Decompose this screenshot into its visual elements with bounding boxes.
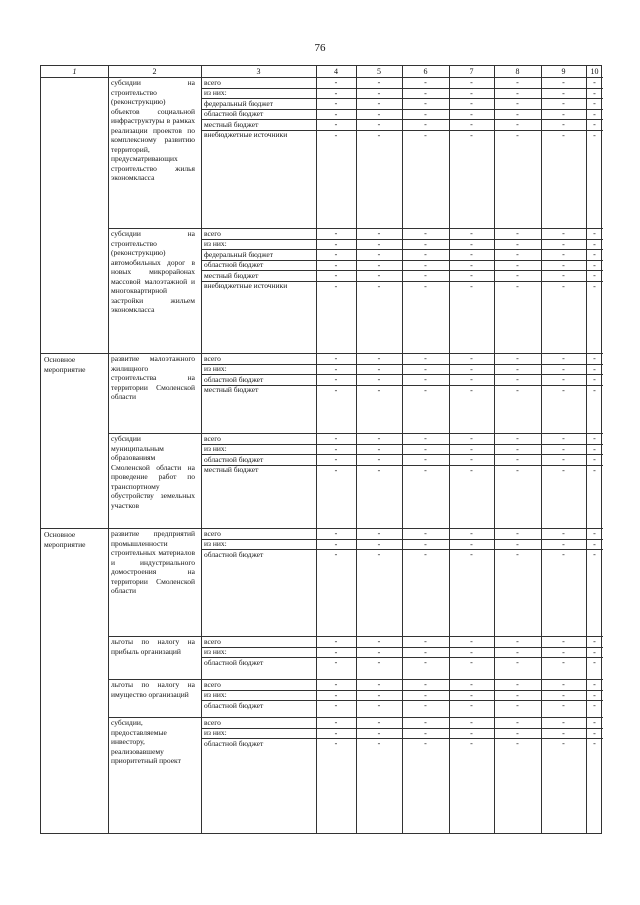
value-cell: - [424, 354, 427, 363]
value-cell: - [593, 354, 596, 363]
value-cell: - [334, 455, 338, 464]
value-cell: - [516, 281, 519, 291]
value-cell: - [424, 385, 427, 395]
value-cell: - [562, 680, 565, 689]
value-cell: - [334, 120, 338, 129]
funding-source-label: областной бюджет [204, 657, 264, 667]
value-cell: - [470, 78, 473, 87]
value-cell: - [424, 78, 427, 87]
value-cell: - [334, 250, 338, 259]
value-cell: - [470, 120, 473, 129]
value-cell: - [593, 434, 596, 443]
value-cell: - [516, 728, 519, 738]
value-cell: - [562, 739, 565, 748]
value-cell: - [562, 690, 565, 700]
value-cell: - [562, 88, 565, 98]
value-cell: - [516, 455, 519, 464]
funding-source-label: из них: [204, 647, 227, 656]
value-cell: - [516, 250, 519, 259]
value-cell: - [516, 229, 519, 238]
value-cell: - [334, 465, 338, 475]
measure-description: субсидии на строительство (реконструкцию) автомобильных дорог в новых микрорайонах массовой малоэтажной и многоквартирной застройки жильем экономкласса [111, 229, 195, 314]
measure-description: субсидии, предоставляемые инвестору, реализовавшему приоритетный проект [111, 718, 181, 765]
value-cell: - [424, 375, 427, 384]
value-cell: - [562, 434, 565, 443]
value-cell: - [562, 728, 565, 738]
value-cell: - [516, 739, 519, 748]
value-cell: - [470, 680, 473, 689]
value-cell: - [424, 455, 427, 464]
value-cell: - [593, 550, 596, 559]
value-cell: - [377, 690, 381, 700]
value-cell: - [334, 718, 338, 727]
value-cell: - [593, 465, 596, 475]
funding-source-label: областной бюджет [204, 738, 264, 748]
value-cell: - [470, 455, 473, 464]
value-cell: - [562, 529, 565, 538]
value-cell: - [516, 99, 519, 108]
value-cell: - [377, 229, 381, 238]
funding-source-label: всего [204, 353, 221, 363]
value-cell: - [562, 444, 565, 454]
value-cell: - [424, 434, 427, 443]
value-cell: - [562, 109, 565, 119]
value-cell: - [593, 647, 596, 657]
value-cell: - [593, 271, 596, 280]
value-cell: - [470, 701, 473, 710]
value-cell: - [516, 78, 519, 87]
value-cell: - [593, 539, 596, 549]
value-cell: - [424, 701, 427, 710]
block-divider [41, 528, 108, 529]
funding-source-label: из них: [204, 690, 227, 699]
value-cell: - [334, 239, 338, 249]
value-cell: - [593, 444, 596, 454]
value-cell: - [334, 701, 338, 710]
value-cell: - [424, 539, 427, 549]
value-cell: - [334, 271, 338, 280]
value-cell: - [516, 130, 519, 140]
value-cell: - [334, 690, 338, 700]
value-cell: - [424, 550, 427, 559]
value-cell: - [593, 385, 596, 395]
value-cell: - [562, 250, 565, 259]
value-cell: - [424, 271, 427, 280]
value-cell: - [424, 739, 427, 748]
value-cell: - [562, 465, 565, 475]
value-cell: - [377, 78, 381, 87]
value-cell: - [424, 120, 427, 129]
measure-description: льготы по налогу на прибыль организаций [111, 637, 195, 656]
value-cell: - [470, 109, 473, 119]
header-cell-6: 6 [423, 67, 428, 76]
value-cell: - [334, 99, 338, 108]
value-cell: - [377, 739, 381, 748]
block-name: Основное мероприятие [44, 355, 86, 374]
funding-source-label: всего [204, 717, 221, 727]
value-cell: - [377, 354, 381, 363]
funding-source-label: внебюджетные источники [204, 281, 288, 290]
value-cell: - [562, 385, 565, 395]
value-cell: - [424, 250, 427, 259]
value-cell: - [424, 444, 427, 454]
value-cell: - [470, 728, 473, 738]
value-cell: - [424, 109, 427, 119]
header-cell-7: 7 [469, 67, 474, 76]
value-cell: - [470, 444, 473, 454]
value-cell: - [516, 690, 519, 700]
value-cell: - [593, 680, 596, 689]
value-cell: - [593, 260, 596, 270]
value-cell: - [377, 728, 381, 738]
value-cell: - [593, 658, 596, 667]
funding-source-label: областной бюджет [204, 374, 264, 384]
value-cell: - [470, 539, 473, 549]
value-cell: - [593, 130, 596, 140]
value-cell: - [562, 99, 565, 108]
value-cell: - [470, 434, 473, 443]
value-cell: - [377, 701, 381, 710]
value-cell: - [516, 680, 519, 689]
value-cell: - [516, 109, 519, 119]
value-cell: - [334, 375, 338, 384]
value-cell: - [516, 637, 519, 646]
value-cell: - [334, 647, 338, 657]
value-cell: - [516, 260, 519, 270]
funding-source-label: местный бюджет [204, 270, 259, 280]
value-cell: - [562, 271, 565, 280]
value-cell: - [593, 728, 596, 738]
value-cell: - [334, 260, 338, 270]
funding-source-label: областной бюджет [204, 700, 264, 710]
value-cell: - [377, 444, 381, 454]
value-cell: - [562, 130, 565, 140]
value-cell: - [470, 88, 473, 98]
funding-source-label: областной бюджет [204, 549, 264, 559]
value-cell: - [593, 637, 596, 646]
funding-source-label: из них: [204, 88, 227, 97]
funding-source-label: из них: [204, 539, 227, 548]
value-cell: - [516, 239, 519, 249]
value-cell: - [334, 281, 338, 291]
header-cell-5: 5 [377, 67, 381, 76]
value-cell: - [516, 271, 519, 280]
value-cell: - [470, 739, 473, 748]
funding-source-label: федеральный бюджет [204, 98, 274, 108]
value-cell: - [334, 88, 338, 98]
value-cell: - [470, 465, 473, 475]
block-name: Основное мероприятие [44, 530, 86, 549]
value-cell: - [593, 88, 596, 98]
funding-source-label: из них: [204, 444, 227, 453]
value-cell: - [377, 647, 381, 657]
value-cell: - [424, 465, 427, 475]
value-cell: - [334, 385, 338, 395]
value-cell: - [424, 647, 427, 657]
value-cell: - [377, 539, 381, 549]
value-cell: - [593, 250, 596, 259]
value-cell: - [470, 718, 473, 727]
value-cell: - [334, 364, 338, 374]
value-cell: - [470, 550, 473, 559]
funding-source-label: всего [204, 679, 221, 689]
value-cell: - [562, 364, 565, 374]
funding-source-label: внебюджетные источники [204, 130, 288, 139]
value-cell: - [516, 658, 519, 667]
value-cell: - [334, 434, 338, 443]
funding-source-label: всего [204, 528, 221, 538]
value-cell: - [334, 109, 338, 119]
value-cell: - [562, 539, 565, 549]
funding-source-label: из них: [204, 239, 227, 248]
value-cell: - [334, 739, 338, 748]
value-cell: - [424, 130, 427, 140]
funding-source-label: областной бюджет [204, 454, 264, 464]
value-cell: - [562, 455, 565, 464]
funding-source-label: всего [204, 636, 221, 646]
value-cell: - [377, 385, 381, 395]
value-cell: - [334, 130, 338, 140]
value-cell: - [424, 239, 427, 249]
value-cell: - [516, 539, 519, 549]
value-cell: - [377, 529, 381, 538]
funding-source-label: местный бюджет [204, 119, 259, 129]
value-cell: - [470, 260, 473, 270]
value-cell: - [377, 250, 381, 259]
value-cell: - [470, 99, 473, 108]
value-cell: - [424, 88, 427, 98]
value-cell: - [562, 701, 565, 710]
value-cell: - [334, 529, 338, 538]
header-cell-8: 8 [515, 67, 520, 76]
value-cell: - [377, 550, 381, 559]
value-cell: - [470, 647, 473, 657]
value-cell: - [470, 658, 473, 667]
value-cell: - [516, 354, 519, 363]
value-cell: - [470, 250, 473, 259]
value-cell: - [562, 375, 565, 384]
value-cell: - [593, 281, 596, 291]
value-cell: - [470, 130, 473, 140]
value-cell: - [516, 385, 519, 395]
value-cell: - [516, 444, 519, 454]
value-cell: - [516, 550, 519, 559]
value-cell: - [516, 701, 519, 710]
value-cell: - [424, 529, 427, 538]
block-divider [41, 353, 108, 354]
value-cell: - [593, 701, 596, 710]
measure-description: развитие предприятий промышленности строительных материалов и индустриального домостроения на территории Смоленской области [111, 529, 195, 595]
value-cell: - [377, 465, 381, 475]
value-cell: - [377, 239, 381, 249]
measure-description: развитие малоэтажного жилищного строительства на территории Смоленской области [111, 354, 195, 401]
value-cell: - [334, 229, 338, 238]
value-cell: - [470, 354, 473, 363]
value-cell: - [377, 271, 381, 280]
value-cell: - [593, 364, 596, 374]
value-cell: - [334, 680, 338, 689]
value-cell: - [562, 718, 565, 727]
value-cell: - [470, 271, 473, 280]
funding-source-label: областной бюджет [204, 109, 264, 118]
funding-source-label: из них: [204, 364, 227, 373]
value-cell: - [516, 364, 519, 374]
value-cell: - [470, 690, 473, 700]
value-cell: - [470, 637, 473, 646]
measure-description: субсидии на строительство (реконструкцию) объектов социальной инфраструктуры в рамках реализации проектов по комплексному развитию территорий, предусматривающих строительство жилья экономкласса [111, 78, 195, 182]
value-cell: - [516, 120, 519, 129]
value-cell: - [470, 364, 473, 374]
funding-source-label: всего [204, 433, 221, 443]
value-cell: - [593, 739, 596, 748]
value-cell: - [470, 281, 473, 291]
value-cell: - [377, 434, 381, 443]
value-cell: - [593, 78, 596, 87]
value-cell: - [562, 658, 565, 667]
value-cell: - [516, 647, 519, 657]
value-cell: - [334, 658, 338, 667]
measure-description: субсидии муниципальным образованиям Смоленской области на проведение работ по транспортному обустройству земельных участков [111, 434, 195, 510]
value-cell: - [593, 718, 596, 727]
value-cell: - [424, 690, 427, 700]
value-cell: - [593, 690, 596, 700]
funding-source-label: местный бюджет [204, 465, 259, 474]
header-cell-2: 2 [152, 67, 157, 76]
value-cell: - [424, 281, 427, 291]
page-number: 76 [314, 42, 326, 54]
value-cell: - [377, 88, 381, 98]
value-cell: - [377, 455, 381, 464]
value-cell: - [593, 455, 596, 464]
value-cell: - [334, 728, 338, 738]
value-cell: - [377, 680, 381, 689]
value-cell: - [562, 78, 565, 87]
value-cell: - [516, 718, 519, 727]
header-cell-10: 10 [590, 67, 599, 76]
funding-source-label: местный бюджет [204, 385, 259, 394]
value-cell: - [377, 130, 381, 140]
value-cell: - [562, 647, 565, 657]
value-cell: - [377, 364, 381, 374]
measure-description: льготы по налогу на имущество организаций [111, 680, 195, 699]
value-cell: - [424, 260, 427, 270]
value-cell: - [593, 109, 596, 119]
value-cell: - [470, 239, 473, 249]
value-cell: - [377, 99, 381, 108]
header-cell-1: 1 [72, 67, 77, 76]
value-cell: - [593, 239, 596, 249]
value-cell: - [516, 465, 519, 475]
value-cell: - [334, 539, 338, 549]
value-cell: - [593, 120, 596, 129]
value-cell: - [424, 364, 427, 374]
value-cell: - [424, 680, 427, 689]
header-cell-3: 3 [256, 67, 261, 76]
value-cell: - [562, 229, 565, 238]
value-cell: - [334, 444, 338, 454]
funding-table [40, 65, 602, 834]
value-cell: - [562, 239, 565, 249]
value-cell: - [562, 550, 565, 559]
funding-source-label: областной бюджет [204, 260, 264, 269]
header-cell-9: 9 [561, 67, 566, 76]
value-cell: - [470, 229, 473, 238]
value-cell: - [516, 375, 519, 384]
value-cell: - [562, 637, 565, 646]
value-cell: - [562, 260, 565, 270]
value-cell: - [593, 529, 596, 538]
value-cell: - [377, 637, 381, 646]
value-cell: - [470, 375, 473, 384]
value-cell: - [593, 99, 596, 108]
value-cell: - [516, 434, 519, 443]
value-cell: - [593, 229, 596, 238]
funding-source-label: из них: [204, 728, 227, 737]
value-cell: - [470, 385, 473, 395]
value-cell: - [562, 281, 565, 291]
value-cell: - [424, 718, 427, 727]
funding-source-label: всего [204, 228, 221, 238]
value-cell: - [377, 658, 381, 667]
value-cell: - [334, 550, 338, 559]
value-cell: - [424, 728, 427, 738]
value-cell: - [377, 718, 381, 727]
value-cell: - [424, 658, 427, 667]
value-cell: - [516, 88, 519, 98]
funding-source-label: всего [204, 77, 221, 87]
value-cell: - [377, 281, 381, 291]
value-cell: - [377, 260, 381, 270]
value-cell: - [424, 99, 427, 108]
value-cell: - [334, 354, 338, 363]
value-cell: - [377, 375, 381, 384]
value-cell: - [377, 120, 381, 129]
value-cell: - [593, 375, 596, 384]
value-cell: - [334, 637, 338, 646]
value-cell: - [424, 229, 427, 238]
header-cell-4: 4 [334, 67, 338, 76]
value-cell: - [516, 529, 519, 538]
value-cell: - [334, 78, 338, 87]
funding-source-label: федеральный бюджет [204, 249, 274, 259]
value-cell: - [470, 529, 473, 538]
value-cell: - [377, 109, 381, 119]
value-cell: - [424, 637, 427, 646]
value-cell: - [562, 354, 565, 363]
value-cell: - [562, 120, 565, 129]
